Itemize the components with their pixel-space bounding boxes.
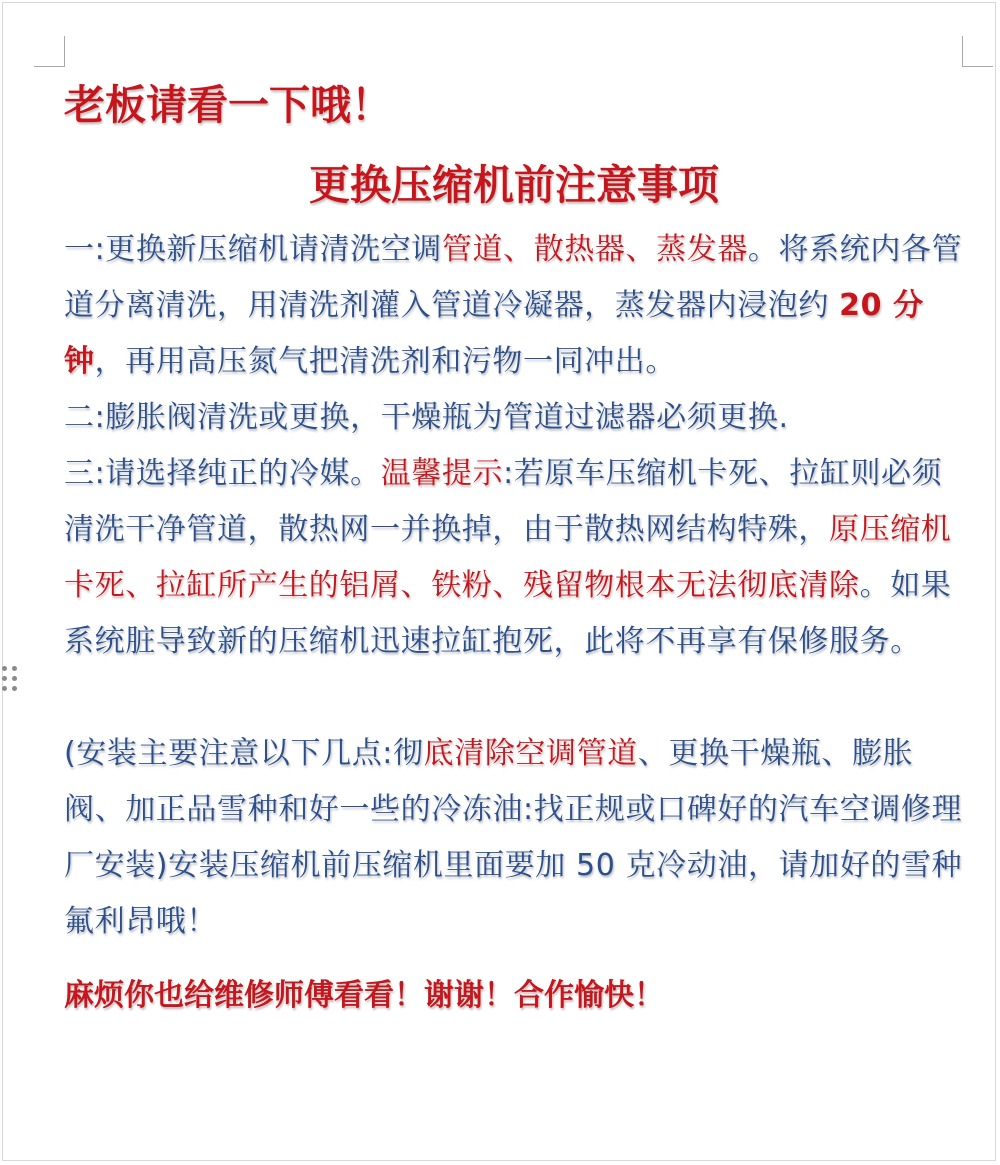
p4-text-a: (安装主要注意以下几点:彻 bbox=[64, 736, 424, 771]
p1-highlight-duration: 20 分钟 bbox=[64, 288, 924, 379]
p4-text-c: 、更换干燥瓶、膨胀阀、加正品雪种和好一些的冷冻油:找正规或口碑好的汽车空调修理厂安装)安装压缩机前压缩机里面要加 50 克冷动油，请加好的雪种氟利昂哦！ bbox=[64, 736, 963, 939]
paragraph-3 bbox=[64, 446, 964, 670]
drag-handle-icon[interactable] bbox=[2, 666, 20, 696]
page-title: 更换压缩机前注意事项 bbox=[309, 161, 719, 209]
closing-line: 麻烦你也给维修师傅看看！谢谢！合作愉快！ bbox=[64, 978, 664, 1013]
p1-highlight-parts: 管道、散热器、蒸发器 bbox=[441, 232, 748, 267]
p1-text-a: 一:更换新压缩机请清洗空调 bbox=[64, 232, 442, 267]
p3-highlight-tip: 温馨提示 bbox=[380, 456, 504, 491]
p3-highlight-warning: 原压缩机卡死、拉缸所产生的铝屑、铁粉、残留物根本无法彻底清除 bbox=[64, 512, 952, 603]
paragraph-2: 二:膨胀阀清洗或更换，干燥瓶为管道过滤器必须更换. bbox=[64, 400, 789, 435]
p3-text-a: 三:请选择纯正的冷媒。 bbox=[64, 456, 381, 491]
p1-text-c: 。将系统内各管道分离清洗，用清洗剂灌入管道冷凝器，蒸发器内浸泡约 bbox=[64, 232, 963, 323]
paragraph-1 bbox=[64, 222, 964, 390]
blank-line bbox=[64, 670, 964, 726]
document-body bbox=[64, 76, 964, 1024]
paragraph-4 bbox=[64, 726, 964, 950]
p4-highlight: 底清除空调管道 bbox=[423, 736, 638, 771]
headline: 老板请看一下哦！ bbox=[64, 81, 392, 129]
p3-text-e: 。如果系统脏导致新的压缩机迅速拉缸抱死，此将不再享有保修服务。 bbox=[64, 568, 952, 659]
margin-corner-top-left bbox=[34, 36, 65, 67]
p1-text-e: ，再用高压氮气把清洗剂和污物一同冲出。 bbox=[94, 344, 677, 379]
margin-corner-top-right bbox=[962, 36, 993, 67]
p3-text-c: :若原车压缩机卡死、拉缸则必须清洗干净管道，散热网一并换掉，由于散热网结构特殊， bbox=[64, 456, 943, 547]
